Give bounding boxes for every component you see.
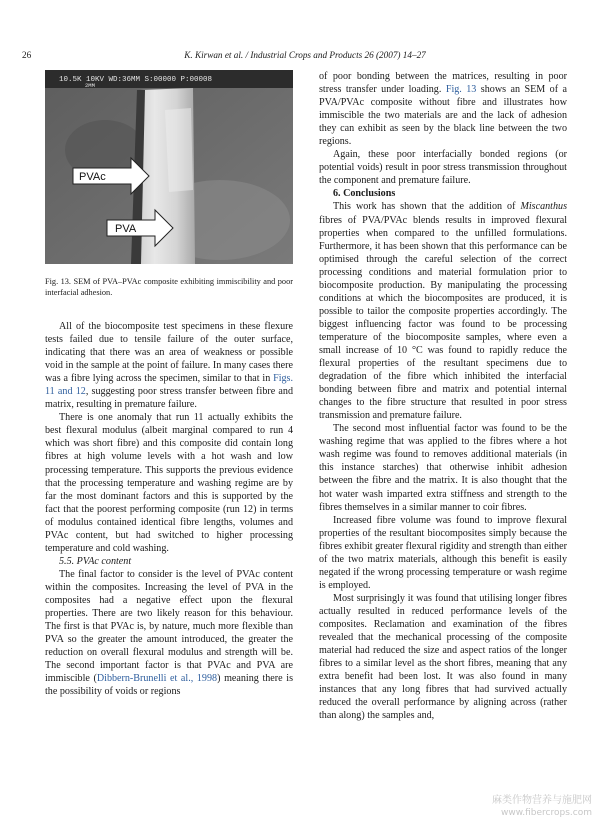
- figs-11-12-link[interactable]: Figs. 11 and 12: [45, 373, 293, 398]
- scale-bar: 2MM: [85, 82, 95, 89]
- paragraph-r4: The second most influential factor was found to be the washing regime that was applied to the fibres where a hot wash regime was found to removes additional materials (in this instance starches) that otherwise inhibit adhesion between the fibre and the matrix. It is also thought that the hot water wash imparted extra stiffness and strength to the fibres themselves in a similar manner to coir fibres.: [319, 423, 567, 513]
- figure-caption: Fig. 13. SEM of PVA–PVAc composite exhibiting immiscibility and poor interfacial adhesion.: [45, 277, 293, 297]
- sem-info: 10.5K 10KV WD:36MM S:00000 P:00008: [59, 76, 213, 84]
- fig-13-link[interactable]: Fig. 13: [445, 84, 477, 96]
- paragraph-2: There is one anomaly that run 11 actually exhibits the best flexural modulus (albeit marginal compared to run 4 which was short fibre) and this composite did contain long fibres at high volume levels with a hot wash and low processing temperature. This supports the previous evidence that the processing temperature and washing regime are by far the most dominant factors and this is supported by the fact that the poorest performing composite (run 12) in terms of modulus contained identical fibre lengths, volumes and PVAc content, but had switched to higher processing temperature and cold washing.: [45, 412, 293, 554]
- subsection-heading: 5.5. PVAc content: [59, 555, 132, 567]
- paragraph-3: The final factor to consider is the level of PVAc content within the composites. Increasing the level of PVA in the composites had a negative effect upon the flexural properties. There are two likely reason for this behaviour. The first is that PVAc is, by nature, much more flexible than PVA so the greater the amount introduced, the greater the reduction on overall flexural modulus and strength will be. The second important factor is that PVAc and PVA are immiscible (Dibbern-Brunelli et al., 1998) meaning there is the possibility of voids or regions: [45, 568, 293, 698]
- label-pvac: PVAc: [79, 171, 106, 183]
- paragraph-r1: of poor bonding between the matrices, resulting in poor stress transfer under loading. Fig. 13 shows an SEM of a PVA/PVAc composite without fibre and illustrates how immiscible the two materials are and the lack of adhesion they can exhibit as seen by the black line between the two regions.: [319, 71, 567, 148]
- watermark-line-2: www.fibercrops.com: [501, 808, 592, 818]
- section-heading: 6. Conclusions: [333, 188, 396, 200]
- dibbern-brunelli-link[interactable]: Dibbern-Brunelli et al., 1998: [96, 673, 218, 685]
- sem-image: [45, 70, 293, 264]
- sem-figure: [45, 70, 293, 264]
- paragraph-r3: This work has shown that the addition of Miscanthus fibres of PVA/PVAc blends results in improved flexural properties when compared to the unfilled formulations. Furthermore, it has been shown that this performance can be optimised through the careful selection of the correct processing conditions and material formulation prior to biocomposite production. By manipulating the processing conditions at which the biocomposites are produced, it is possible to tailor the composite properties accordingly. The biggest influencing factor was found to be processing temperature of the biocomposite samples, where even a small increase of 10 °C was found to rapidly reduce the flexural properties of the resultant specimens due to degradation of the fibre which inhibited the interfacial bonding between fibre and matrix and potential internal changes to the fibre structure that resulted in poor stress transmission and premature failure.: [319, 201, 567, 422]
- right-column: [319, 70, 567, 722]
- paragraph-r6: Most surprisingly it was found that utilising longer fibres actually resulted in reduced performance levels of the composites. Reclamation and examination of the fibres revealed that the mechanical processing of the composite material had reduced the size and aspect ratios of the longer fibres to a similar level as the short fibres, meaning that any extra benefit had been lost. It was also found in many instances that any long fibres that had survived actually reduced the overall performance by aligning across (rather than along) the samples and,: [319, 592, 567, 722]
- paragraph-1: All of the biocomposite test specimens in these flexure tests failed due to tensile failure of the outer surface, indicating that there was an area of weakness or possible void in the sample at the point of failure. In many cases there was a fibre lying across the specimen, similar to that in Figs. 11 and 12, suggesting poor stress transfer between fibre and matrix, resulting in premature failure.: [45, 321, 293, 411]
- paragraph-r2: Again, these poor interfacially bonded regions (or potential voids) result in poor stress transmission throughout the component and premature failure.: [319, 149, 567, 187]
- label-pva: PVA: [115, 223, 137, 235]
- page-header: [22, 50, 588, 64]
- paragraph-r5: Increased fibre volume was found to improve flexural properties of the resultant biocomposites simply because the fibres exhibit greater flexural rigidity and strength than either of the two matrix materials, although this benefit is easily negated if the wrong processing temperature or wash regime is employed.: [319, 514, 567, 591]
- watermark: [492, 794, 592, 820]
- watermark-line-1: 麻类作物营养与施肥网: [492, 795, 592, 806]
- left-column: [45, 70, 293, 698]
- running-title: K. Kirwan et al. / Industrial Crops and Products 26 (2007) 14–27: [184, 50, 426, 60]
- page-number: 26: [22, 50, 32, 60]
